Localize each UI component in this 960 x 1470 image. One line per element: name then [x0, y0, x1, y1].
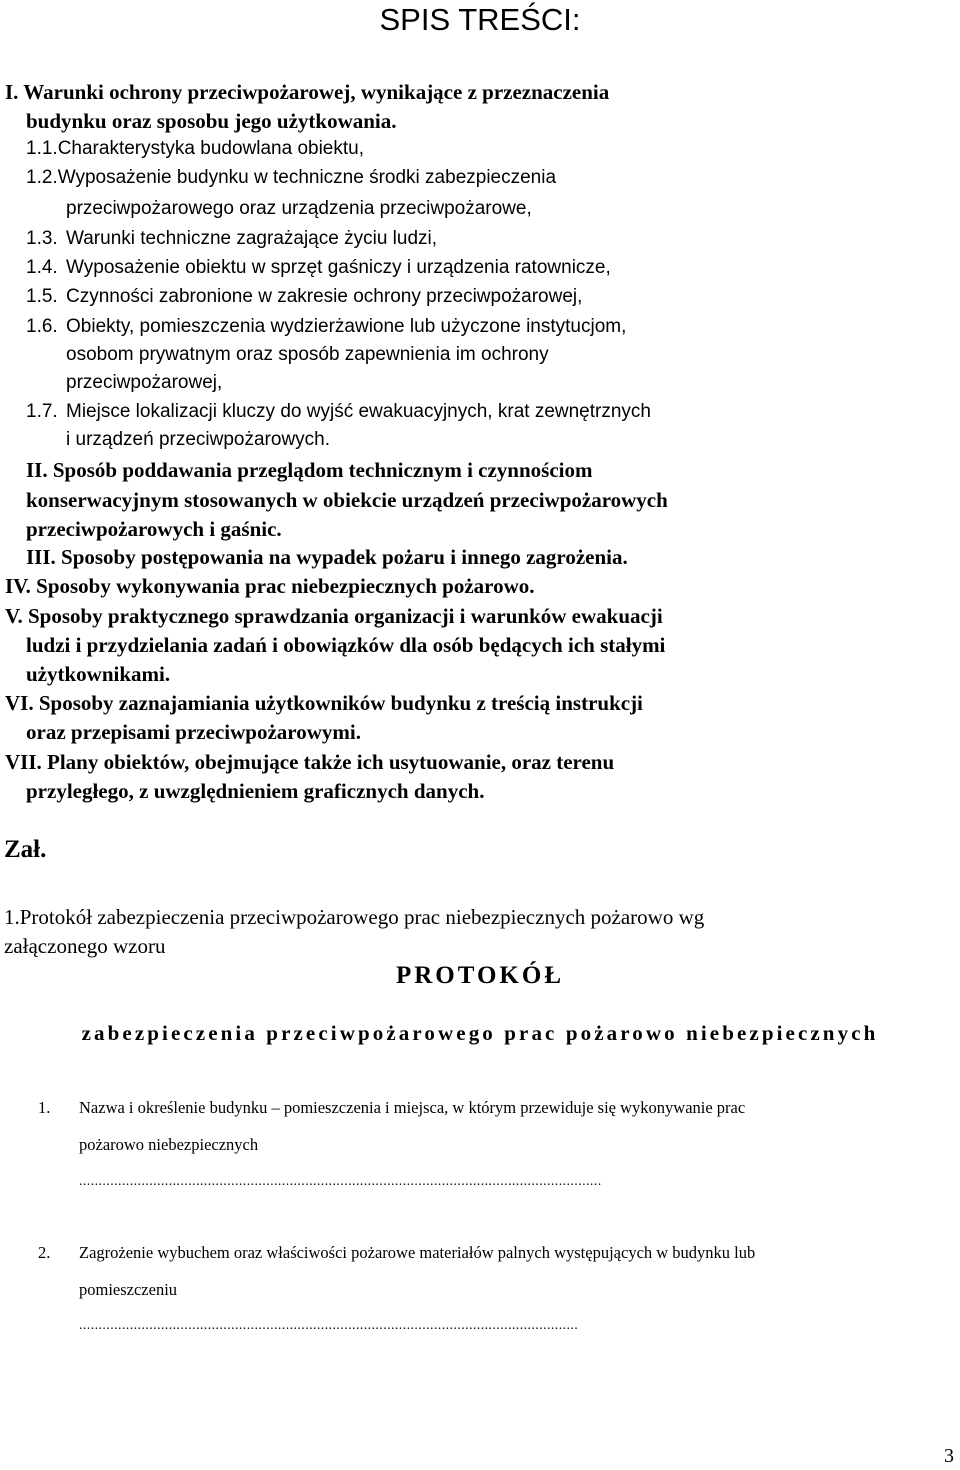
page-number: 3 [944, 1445, 954, 1467]
toc-subitem-cont: osobom prywatnym oraz sposób zapewnienia im ochrony [66, 344, 549, 365]
attachments-label: Zał. [4, 836, 47, 863]
form-item-number: 1. [38, 1098, 51, 1117]
toc-section-3: III. Sposoby postępowania na wypadek pożaru i innego zagrożenia. [26, 545, 628, 569]
page-title: SPIS TREŚCI: [379, 2, 581, 37]
toc-subitem: 1.6. Obiekty, pomieszczenia wydzierżawione lub użyczone instytucjom, [26, 316, 627, 337]
toc-subitem-cont: przeciwpożarowej, [66, 372, 223, 393]
toc-section-5-cont: ludzi i przydzielania zadań i obowiązków dla osób będących ich stałymi [26, 633, 666, 657]
form-item-fill-line[interactable]: ................................................................................................................................ [79, 1318, 579, 1333]
toc-subitem: 1.5. Czynności zabronione w zakresie ochrony przeciwpożarowej, [26, 286, 583, 307]
toc-subitem-cont: przeciwpożarowego oraz urządzenia przeciwpożarowe, [66, 198, 532, 219]
toc-section-2: II. Sposób poddawania przeglądom technicznym i czynnościom [26, 458, 593, 482]
toc-subitem: 1.4. Wyposażenie obiektu w sprzęt gaśniczy i urządzenia ratownicze, [26, 257, 611, 278]
toc-section-6-cont: oraz przepisami przeciwpożarowymi. [26, 720, 361, 744]
toc-section-6: VI. Sposoby zaznajamiania użytkowników budynku z treścią instrukcji [5, 691, 643, 715]
protocol-subtitle: zabezpieczenia przeciwpożarowego prac pożarowo niebezpiecznych [81, 1021, 879, 1045]
toc-section-2-cont: przeciwpożarowych i gaśnic. [26, 517, 282, 541]
toc-section-5-cont: użytkownikami. [26, 662, 171, 686]
toc-section-1-line-1: I. Warunki ochrony przeciwpożarowej, wynikające z przeznaczenia [5, 80, 610, 104]
form-item-line-1: Nazwa i określenie budynku – pomieszczenia i miejsca, w którym przewiduje się wykonywanie prac [79, 1098, 746, 1117]
form-item-number: 2. [38, 1243, 51, 1262]
toc-section-5: V. Sposoby praktycznego sprawdzania organizacji i warunków ewakuacji [5, 604, 663, 628]
protocol-heading: PROTOKÓŁ [395, 962, 564, 989]
attachment-line-1: 1.Protokół zabezpieczenia przeciwpożarowego prac niebezpiecznych pożarowo wg [4, 905, 705, 929]
toc-section-4: IV. Sposoby wykonywania prac niebezpiecznych pożarowo. [5, 574, 535, 598]
form-item-line-2: pożarowo niebezpiecznych [79, 1135, 259, 1154]
form-item-line-2: pomieszczeniu [79, 1280, 178, 1299]
toc-subitem-cont: i urządzeń przeciwpożarowych. [66, 429, 331, 450]
toc-section-2-cont: konserwacyjnym stosowanych w obiekcie urządzeń przeciwpożarowych [26, 488, 668, 512]
toc-subitem: 1.3. Warunki techniczne zagrażające życiu ludzi, [26, 228, 438, 249]
form-item-line-1: Zagrożenie wybuchem oraz właściwości pożarowe materiałów palnych występujących w budynku lub [79, 1243, 756, 1262]
toc-section-7-cont: przyległego, z uwzględnieniem graficznych danych. [26, 779, 485, 803]
attachment-line-2: załączonego wzoru [4, 934, 166, 958]
form-item-fill-line[interactable]: ...................................................................................................................................... [79, 1174, 602, 1189]
toc-subitem: 1.2.Wyposażenie budynku w techniczne środki zabezpieczenia [26, 167, 557, 188]
toc-section-1-line-2: budynku oraz sposobu jego użytkowania. [26, 109, 397, 133]
toc-subitem: 1.7. Miejsce lokalizacji kluczy do wyjść ewakuacyjnych, krat zewnętrznych [26, 401, 651, 422]
toc-subitem: 1.1.Charakterystyka budowlana obiektu, [26, 138, 364, 159]
toc-section-7: VII. Plany obiektów, obejmujące także ich usytuowanie, oraz terenu [5, 750, 615, 774]
